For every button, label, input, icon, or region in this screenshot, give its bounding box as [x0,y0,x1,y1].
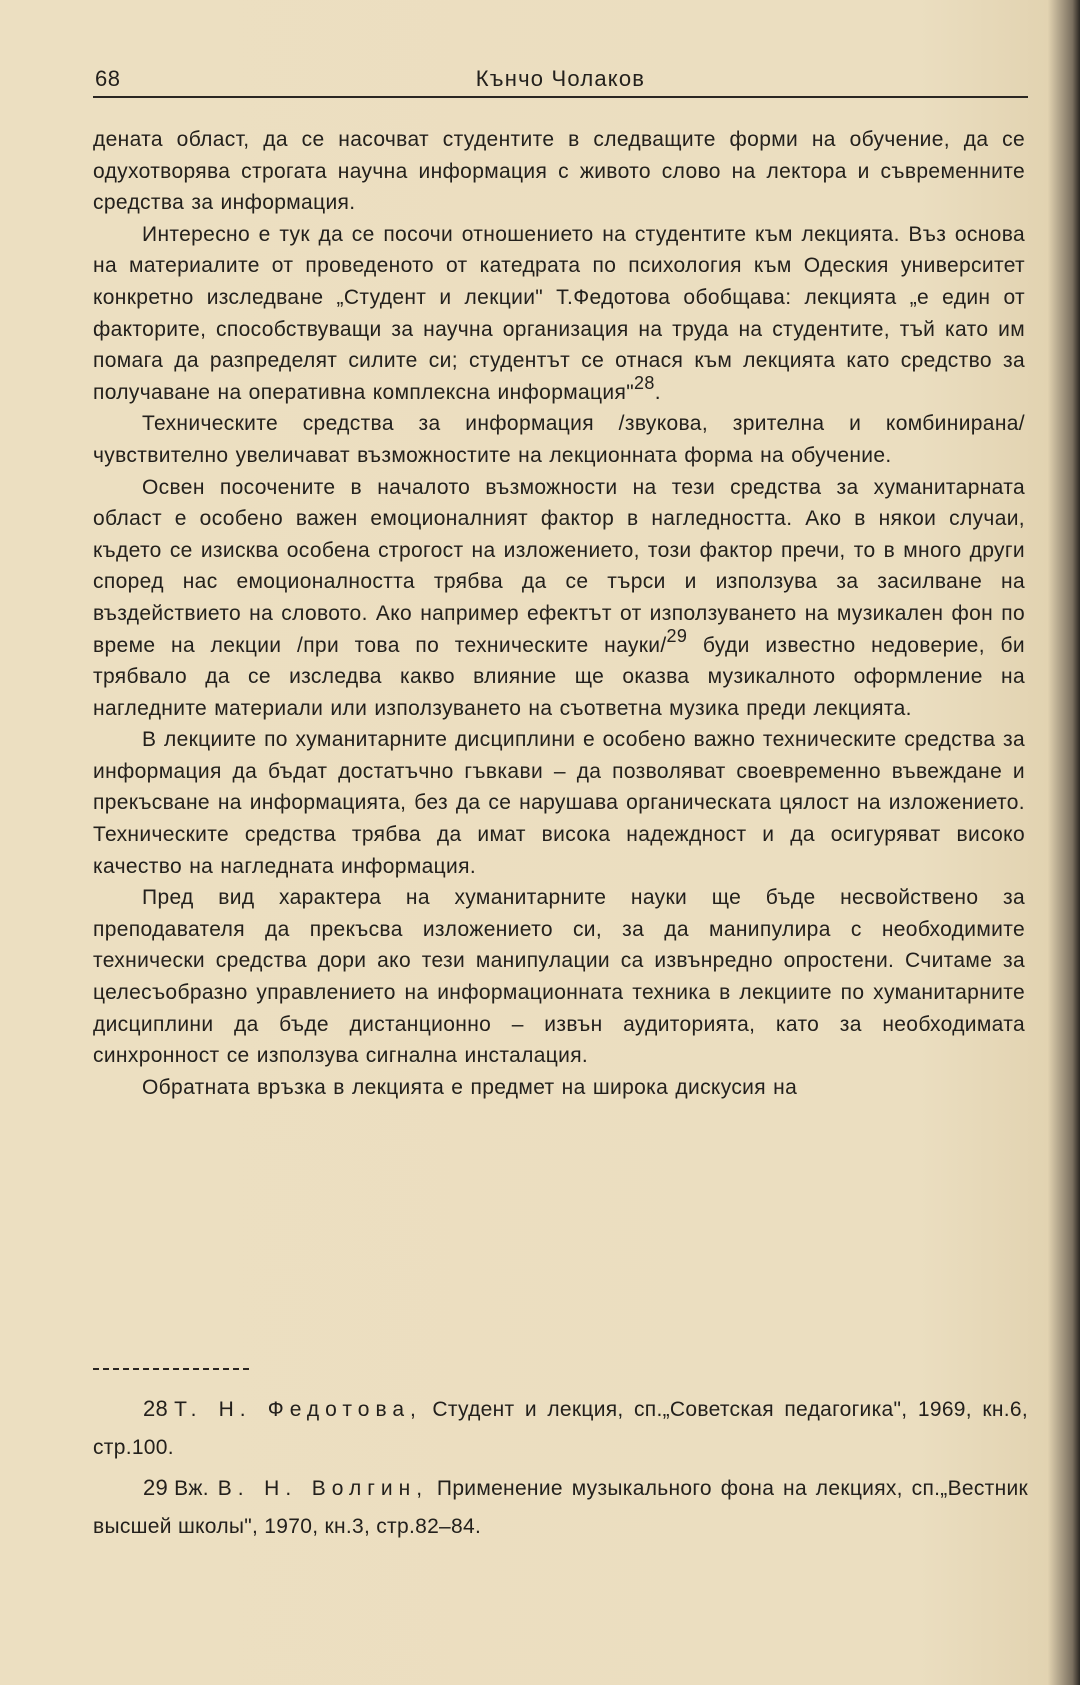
paragraph-7: Обратната връзка в лекцията е предмет на широка дискусия на [142,1075,798,1099]
running-head: Кънчо Чолаков [475,66,646,91]
page-number: 68 [95,66,121,91]
paragraph-4 [93,472,1025,725]
footnote-ref-28: 28 [634,372,655,393]
paragraph-4-text-a: Освен посочените в началото възможности на тези средства за хуманитарната област е особено важен емоционалният фактор в нагледността. Ако в някои случаи, където се изисква особена строгост на изложението, този фактор пречи, то в много други според нас емоционалността трябва да се търси и използува за засилване на въздействието на словото. Ако например ефектът от използуването на музикален фон по време на лекции /при това по техническите науки/ [93,475,1025,657]
footnote-28-mark: 28 [143,1396,169,1421]
footnote-separator [93,1368,249,1370]
footnote-28 [93,1390,1028,1467]
footnote-ref-29: 29 [666,625,688,646]
footnote-29-text: Применение музыкального фона на лекциях, сп.„Вестник высшей школы", 1970, кн.3, стр.82–84. [93,1477,1028,1538]
paragraph-6: Пред вид характера на хуманитарните науки ще бъде несвойствено за преподавателя да прекъсва изложението си, за да манипулира с необходимите технически средства дори ако тези манипулации са извънредно опростени. Считаме за целесъобразно управлението на информационната техника в лекциите по хуманитарните дисциплини да бъде дистанционно – извън аудиторията, като за необходимата синхронност се използува сигнална инсталация. [93,886,1025,1068]
body-text [93,124,1025,1103]
page-header [93,64,1028,98]
paragraph-2-text: Интересно е тук да се посочи отношението на студентите към лекцията. Въз основа на материалите от проведеното от катедрата по психология към Одеския университет конкретно изследване „Студент и лекции" Т.Федотова обобщава: лекцията „е един от факторите, способствуващи за научна организация на труда на студентите, тъй като им помага да разпределят силите си; студентът се отнася към лекцията като средство за получаване на оперативна комплексна информация" [93,222,1025,404]
footnote-29-prefix: Вж. [174,1477,218,1500]
footnote-28-text: Студент и лекция, сп.„Советская педагогика", 1969, кн.6, стр.100. [93,1398,1028,1459]
paragraph-4-text-b: буди известно недоверие, би трябвало да се изследва какво влияние ще оказва музикалното оформление на нагледните материали или използуването на съответна музика преди лекцията. [93,633,1026,720]
paragraph-2 [93,219,1025,409]
footnotes [93,1390,1028,1548]
footnote-29-mark: 29 [143,1475,169,1500]
footnote-28-author: Т. Н. Федотова, [174,1398,422,1421]
footnote-29-author: В. Н. Волгин, [217,1477,429,1500]
paragraph-5: В лекциите по хуманитарните дисциплини е особено важно техническите средства за информация да бъдат достатъчно гъвкави – да позволяват своевременно въвеждане и прекъсване на информацията, без да се нарушава органическата цялост на изложението. Техническите средства трябва да имат висока надеждност и да осигуряват високо качество на нагледната информация. [93,728,1025,878]
paragraph-1: дената област, да се насочват студентите в следващите форми на обучение, да се одухотворява строгата научна информация с живото слово на лектора и съвременните средства за информация. [93,128,1025,215]
paragraph-2-end: . [654,380,661,404]
paragraph-3: Техническите средства за информация /звукова, зрителна и комбинирана/ чувствително увеличават възможностите на лекционната форма на обучение. [93,412,1025,467]
footnote-29 [93,1469,1028,1546]
